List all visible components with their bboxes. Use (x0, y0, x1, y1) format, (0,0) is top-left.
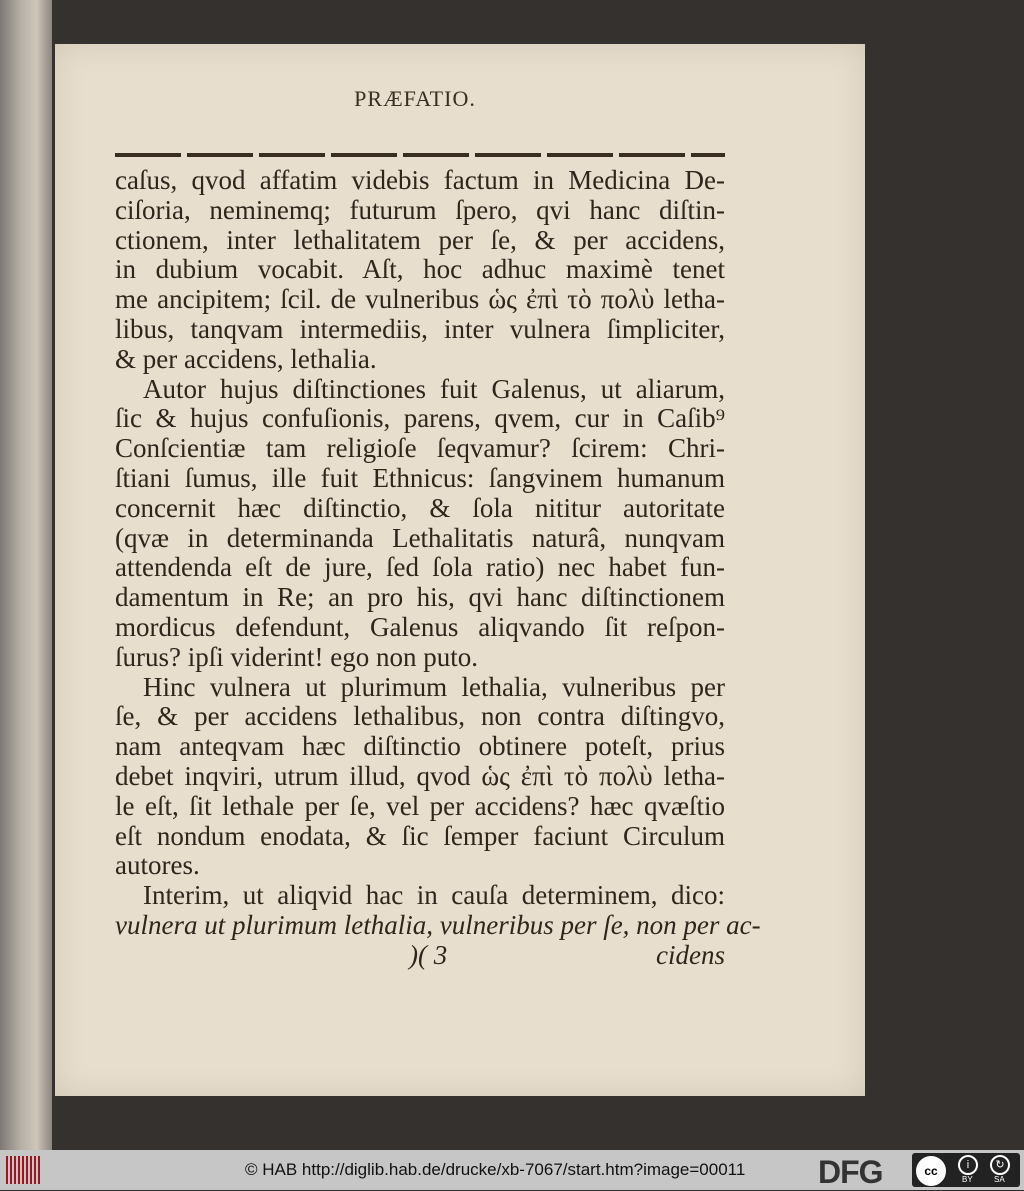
footer-bar (0, 1150, 1024, 1190)
share-alike-icon: ↻ (990, 1155, 1010, 1175)
text-line: le eſt, ſit lethale per ſe, vel per accidens? hæc qvæſtio (115, 790, 725, 821)
previous-page-edge (0, 0, 52, 1150)
dfg-logo: DFG (818, 1154, 883, 1190)
header-rule (115, 153, 725, 157)
text-line: damentum in Re; an pro his, qvi hanc diſtinctionem (115, 582, 725, 613)
text-line: ſe, & per accidens lethalibus, non contra diſtingvo, (115, 701, 725, 732)
text-line: mordicus defendunt, Galenus aliqvando ſit reſpon- (115, 611, 725, 642)
attribution-icon: i (958, 1155, 978, 1175)
cc-license-badge[interactable] (912, 1153, 1020, 1187)
text-line: autores. (115, 850, 200, 881)
running-head: PRÆFATIO. (354, 86, 476, 111)
sa-label: SA (994, 1175, 1005, 1184)
text-line: Hinc vulnera ut plurimum lethalia, vulneribus per (143, 671, 725, 702)
text-line: eſt nondum enodata, & ſic ſemper faciunt Circulum (115, 820, 725, 851)
text-line: ſurus? ipſi viderint! ego non puto. (115, 641, 478, 672)
catchword: cidens (656, 939, 725, 970)
body-text (115, 165, 761, 970)
cc-icon: cc (916, 1156, 946, 1186)
text-line: ctionem, inter lethalitatem per ſe, & per accidens, (115, 224, 725, 255)
text-line: nam anteqvam hæc diſtinctio obtinere poteſt, prius (115, 731, 725, 762)
text-line: (qvæ in determinanda Lethalitatis naturâ, nunqvam (115, 522, 725, 553)
text-line: Autor hujus diſtinctiones fuit Galenus, ut aliarum, (143, 373, 725, 404)
signature-mark: )( 3 (409, 939, 448, 970)
source-link[interactable]: © HAB http://diglib.hab.de/drucke/xb-7067/start.htm?image=00011 (245, 1160, 746, 1179)
text-line: debet inqviri, utrum illud, qvod ὡς ἐπὶ τὸ πολὺ letha- (115, 760, 725, 791)
text-line: vulnera ut plurimum lethalia, vulneribus per ſe, non per ac- (115, 909, 761, 940)
text-line: ciſoria, neminemq; futurum ſpero, qvi hanc diſtin- (115, 194, 725, 225)
text-line: Conſcientiæ tam religioſe ſeqvamur? ſcirem: Chri- (115, 433, 725, 464)
by-label: BY (962, 1175, 973, 1184)
hab-logo-icon (6, 1156, 42, 1184)
text-line: concernit hæc diſtinctio, & ſola nititur autoritate (115, 492, 725, 523)
page-foot (115, 941, 725, 971)
text-line: ſtiani ſumus, ille fuit Ethnicus: ſangvinem humanum (115, 462, 725, 493)
text-line: caſus, qvod affatim videbis factum in Medicina De- (115, 165, 725, 195)
text-line: in dubium vocabit. Aſt, hoc adhuc maximè tenet (115, 254, 725, 285)
text-line: ſic & hujus confuſionis, parens, qvem, cur in Caſib⁹ (115, 403, 725, 434)
text-line: Interim, ut aliqvid hac in cauſa determinem, dico: (143, 880, 725, 911)
text-line: libus, tanqvam intermediis, inter vulnera ſimpliciter, (115, 313, 725, 344)
text-line: attendenda eſt de jure, ſed ſola ratio) nec habet fun- (115, 552, 725, 583)
text-line: & per accidens, lethalia. (115, 343, 377, 374)
text-line: me ancipitem; ſcil. de vulneribus ὡς ἐπὶ τὸ πολὺ letha- (115, 284, 725, 315)
